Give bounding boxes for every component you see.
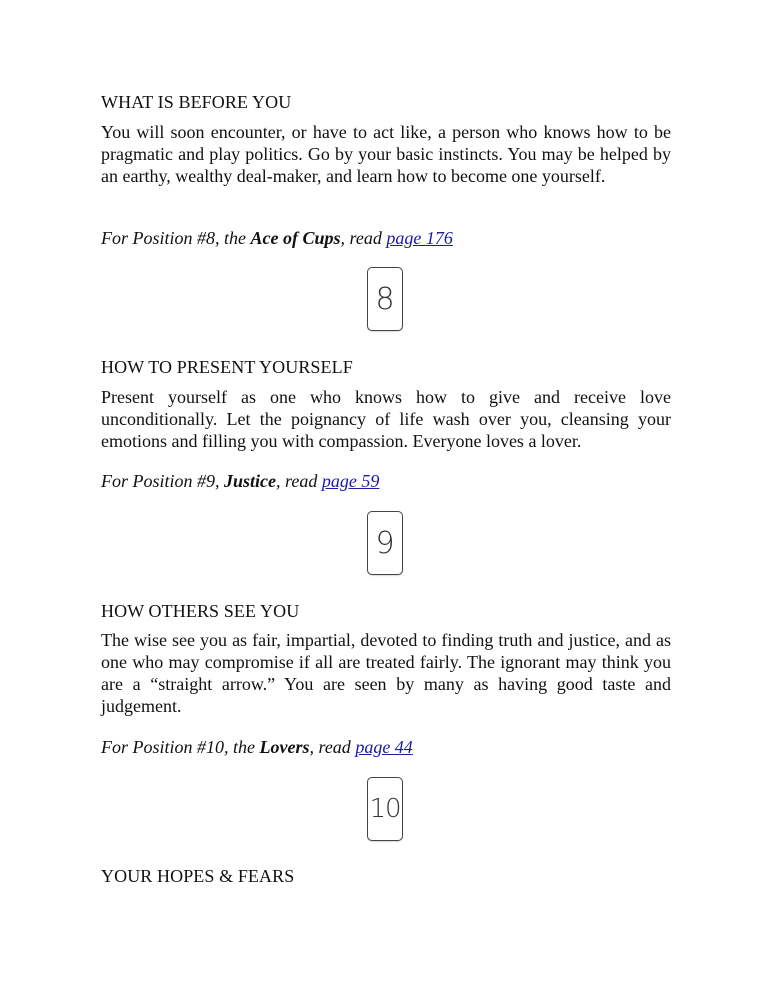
section-heading-before-you: WHAT IS BEFORE YOU <box>101 92 292 112</box>
reference-prefix: For Position #8, the <box>101 228 251 248</box>
reference-mid: , read <box>276 471 322 491</box>
card-name: Lovers <box>259 737 310 757</box>
card-number-8: 8 <box>367 267 403 331</box>
page-link-44[interactable]: page 44 <box>355 737 413 757</box>
section-heading-others-see-you: HOW OTHERS SEE YOU <box>101 601 300 621</box>
reference-prefix: For Position #9, <box>101 471 225 491</box>
section-heading-present-yourself: HOW TO PRESENT YOURSELF <box>101 357 353 377</box>
position-reference-10 <box>101 736 413 758</box>
section-heading-hopes-fears: YOUR HOPES & FEARS <box>101 866 295 886</box>
card-number-9: 9 <box>367 511 403 575</box>
position-reference-9 <box>101 470 379 492</box>
card-number-10: 10 <box>367 777 403 841</box>
position-reference-8 <box>101 227 453 249</box>
card-name: Justice <box>224 471 277 491</box>
reference-prefix: For Position #10, the <box>101 737 260 757</box>
reference-mid: , read <box>340 228 387 248</box>
reference-mid: , read <box>309 737 356 757</box>
card-name: Ace of Cups <box>250 228 341 248</box>
page-link-176[interactable]: page 176 <box>386 228 453 248</box>
section-body-others-see-you: The wise see you as fair, impartial, devoted to finding truth and justice, and as one who may compromise if all are treated fairly. The ignorant may think you are a “straight arrow.” You are seen by many as having good taste and judgement. <box>101 630 671 716</box>
section-body-before-you: You will soon encounter, or have to act like, a person who knows how to be pragmatic and play politics. Go by your basic instincts. You may be helped by an earthy, wealthy deal-maker, and learn how to become one yourself. <box>101 122 671 186</box>
section-body-present-yourself: Present yourself as one who knows how to give and receive love unconditionally. Let the poignancy of life wash over you, cleansing your emotions and filling you with compassion. Everyone loves a lover. <box>101 387 671 451</box>
page-link-59[interactable]: page 59 <box>321 471 380 491</box>
